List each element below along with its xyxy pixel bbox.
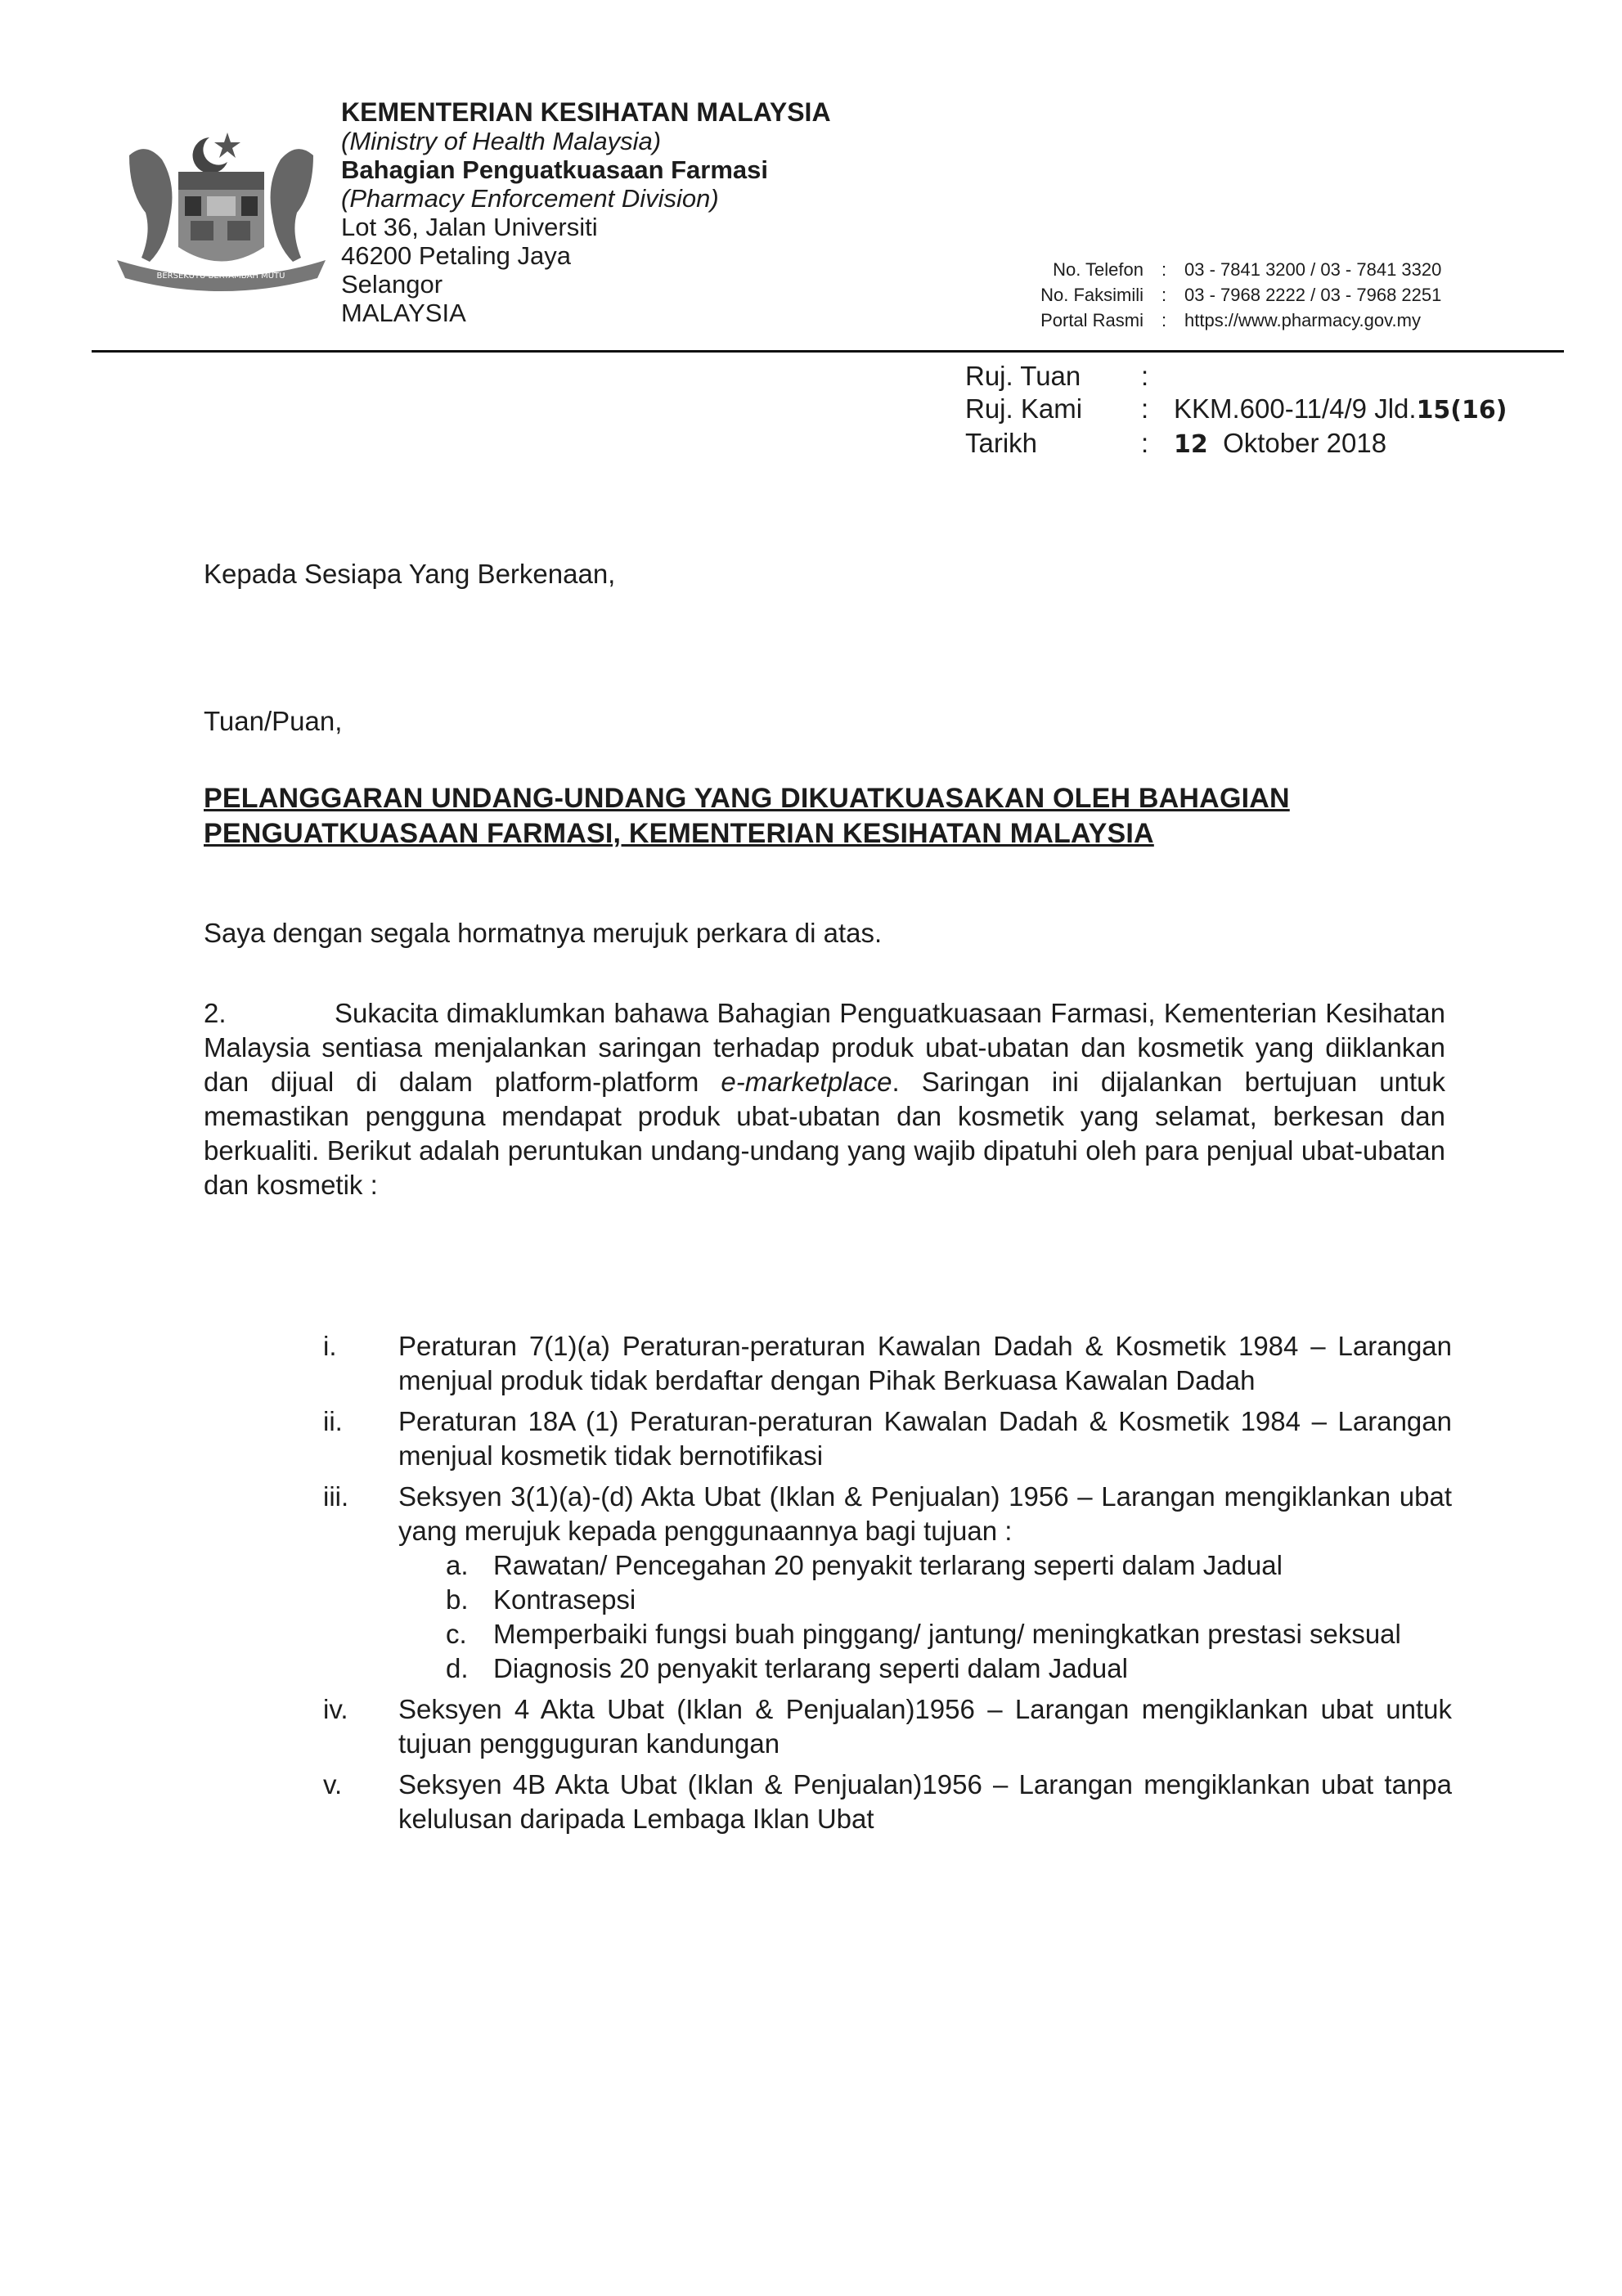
address-line: 46200 Petaling Jaya	[341, 241, 571, 270]
list-numeral: iv.	[323, 1694, 348, 1724]
salutation: Tuan/Puan,	[204, 706, 343, 736]
separator: :	[1141, 393, 1149, 424]
sub-item-list	[446, 1548, 1452, 1686]
paragraph-text: . Saringan ini dijalankan bertujuan untuk memastikan pengguna mendapat produk ubat-ubatan dan kosmetik yang selamat, berkesan dan berkualiti. Berikut adalah peruntukan undang-undang yang wajib dipatuhi oleh para penjual ubat-ubatan dan kosmetik :	[204, 1067, 1445, 1200]
paragraph-italic-term: e-marketplace	[721, 1067, 892, 1097]
list-item	[323, 1480, 1452, 1548]
list-item	[323, 1404, 1452, 1473]
crest-motto: BERSEKUTU BERTAMBAH MUTU	[156, 272, 285, 281]
list-item	[323, 1768, 1452, 1836]
contact-label: No. Faksimili	[1040, 285, 1143, 305]
contact-info	[1037, 257, 1454, 333]
sub-item-text: Memperbaiki fungsi buah pinggang/ jantung/ meningkatkan prestasi seksual	[493, 1619, 1401, 1649]
ruj-kami-value: KKM.600-11/4/9 Jld.	[1174, 393, 1417, 424]
sub-item-letter: a.	[446, 1550, 469, 1580]
address-line: MALAYSIA	[341, 299, 466, 327]
address-line: Lot 36, Jalan Universiti	[341, 213, 598, 241]
separator: :	[1161, 285, 1167, 305]
list-text: Seksyen 4 Akta Ubat (Iklan & Penjualan)1956 – Larangan mengiklankan ubat untuk tujuan pengguguran kandungan	[398, 1694, 1452, 1759]
list-item	[323, 1329, 1452, 1398]
contact-label: No. Telefon	[1053, 259, 1143, 280]
tarikh-label: Tarikh	[965, 428, 1038, 458]
sub-item	[446, 1617, 1452, 1651]
separator: :	[1161, 259, 1167, 280]
address-line: Selangor	[341, 270, 443, 299]
sub-item-letter: b.	[446, 1584, 469, 1615]
sub-item-text: Rawatan/ Pencegahan 20 penyakit terlarang seperti dalam Jadual	[493, 1550, 1283, 1580]
ruj-kami-row	[965, 393, 1507, 427]
list-text: Seksyen 3(1)(a)-(d) Akta Ubat (Iklan & Penjualan) 1956 – Larangan mengiklankan ubat yang merujuk kepada penggunaannya bagi tujuan :	[398, 1481, 1452, 1546]
ruj-tuan-label: Ruj. Tuan	[965, 361, 1081, 391]
reference-block	[965, 360, 1507, 461]
division-name-en: (Pharmacy Enforcement Division)	[341, 184, 719, 213]
separator: :	[1161, 310, 1167, 330]
sub-item	[446, 1651, 1452, 1686]
list-text: Peraturan 7(1)(a) Peraturan-peraturan Kawalan Dadah & Kosmetik 1984 – Larangan menjual produk tidak berdaftar dengan Pihak Berkuasa Kawalan Dadah	[398, 1331, 1452, 1395]
provisions-list	[323, 1329, 1452, 1843]
sub-item-text: Diagnosis 20 penyakit terlarang seperti dalam Jadual	[493, 1653, 1128, 1683]
ministry-name-en: (Ministry of Health Malaysia)	[341, 127, 662, 155]
ruj-kami-handwritten: 15(16)	[1416, 396, 1507, 425]
paragraph-text: Sukacita dimaklumkan bahawa Bahagian Penguatkuasaan Farmasi, Kementerian Kesihatan Malaysia sentiasa menjalankan saringan terhadap produk ubat-ubatan dan kosmetik yang diiklankan dan dijual di dalam platform-platform	[204, 998, 1445, 1097]
contact-value: 03 - 7841 3200 / 03 - 7841 3320	[1184, 259, 1442, 280]
contact-row-faksimili	[1037, 282, 1454, 308]
sub-item-text: Kontrasepsi	[493, 1584, 636, 1615]
sub-item-letter: d.	[446, 1653, 469, 1683]
list-numeral: ii.	[323, 1406, 343, 1436]
letterhead-divider	[92, 350, 1564, 353]
separator: :	[1141, 428, 1149, 458]
letterhead-address	[341, 98, 897, 327]
list-text: Seksyen 4B Akta Ubat (Iklan & Penjualan)1956 – Larangan mengiklankan ubat tanpa kelulusan daripada Lembaga Iklan Ubat	[398, 1769, 1452, 1834]
contact-row-telefon	[1037, 257, 1454, 282]
list-numeral: iii.	[323, 1481, 349, 1512]
ruj-tuan-row	[965, 360, 1507, 393]
division-name: Bahagian Penguatkuasaan Farmasi	[341, 155, 769, 184]
intro-paragraph: Saya dengan segala hormatnya merujuk perkara di atas.	[204, 918, 883, 948]
contact-label: Portal Rasmi	[1040, 310, 1143, 330]
list-numeral: i.	[323, 1331, 337, 1361]
paragraph-number: 2.	[204, 998, 227, 1028]
tarikh-row	[965, 427, 1507, 461]
separator: :	[1141, 361, 1149, 391]
contact-row-portal	[1037, 308, 1454, 333]
malaysia-coat-of-arms-logo	[113, 123, 330, 299]
contact-value: 03 - 7968 2222 / 03 - 7968 2251	[1184, 285, 1442, 305]
subject-line: PENGUATKUASAAN FARMASI, KEMENTERIAN KESIHATAN MALAYSIA	[204, 818, 1154, 849]
list-text: Peraturan 18A (1) Peraturan-peraturan Kawalan Dadah & Kosmetik 1984 – Larangan menjual kosmetik tidak bernotifikasi	[398, 1406, 1452, 1471]
addressee: Kepada Sesiapa Yang Berkenaan,	[204, 559, 616, 589]
ministry-name: KEMENTERIAN KESIHATAN MALAYSIA	[341, 97, 831, 127]
sub-item-letter: c.	[446, 1619, 467, 1649]
tarikh-value: Oktober 2018	[1223, 428, 1387, 458]
subject-line: PELANGGARAN UNDANG-UNDANG YANG DIKUATKUASAKAN OLEH BAHAGIAN	[204, 783, 1290, 814]
letter-subject	[204, 781, 1445, 851]
ruj-kami-label: Ruj. Kami	[965, 393, 1083, 424]
portal-link: https://www.pharmacy.gov.my	[1184, 310, 1421, 330]
paragraph-2	[204, 996, 1445, 1202]
list-item	[323, 1692, 1452, 1761]
sub-item	[446, 1548, 1452, 1583]
list-numeral: v.	[323, 1769, 343, 1800]
sub-item	[446, 1583, 1452, 1617]
tarikh-handwritten-day: 12	[1174, 430, 1208, 459]
